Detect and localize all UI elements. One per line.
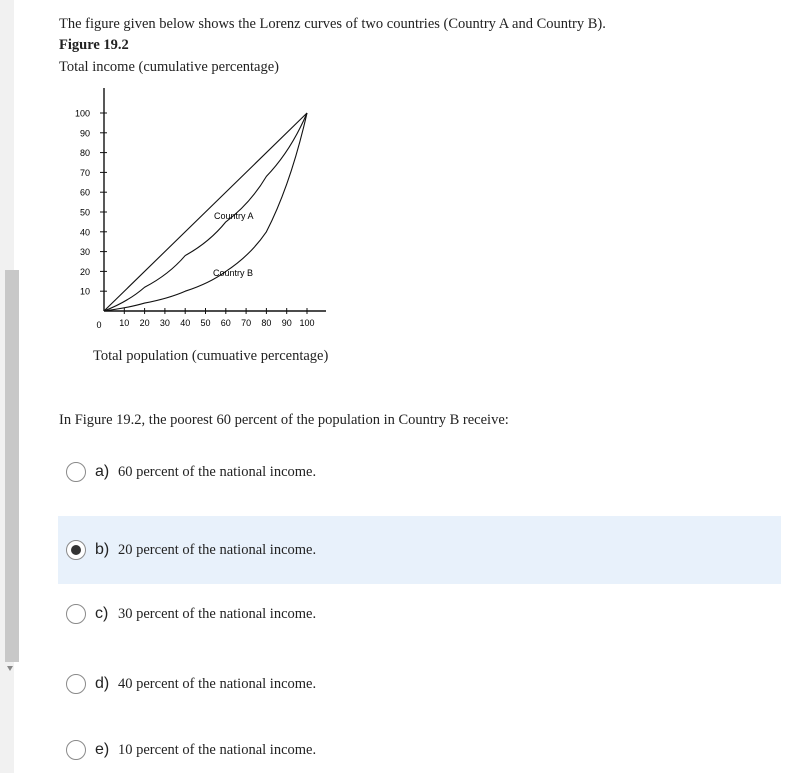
radio-button[interactable] bbox=[66, 604, 86, 624]
scrollbar-thumb[interactable] bbox=[5, 270, 19, 662]
y-tick-label: 30 bbox=[79, 247, 90, 258]
figure-title: Figure 19.2 bbox=[59, 37, 129, 53]
option-d[interactable] bbox=[58, 650, 781, 718]
question-text: In Figure 19.2, the poorest 60 percent of the population in Country B receive: bbox=[59, 412, 509, 428]
option-c[interactable] bbox=[58, 580, 781, 648]
y-tick-label: 70 bbox=[79, 167, 90, 178]
y-tick-label: 60 bbox=[79, 187, 90, 198]
y-tick-label: 90 bbox=[79, 128, 90, 139]
x-axis-title: Total population (cumuative percentage) bbox=[93, 348, 329, 364]
y-tick-label: 50 bbox=[79, 207, 90, 218]
option-letter: e) bbox=[95, 741, 110, 758]
x-tick-label: 30 bbox=[159, 318, 170, 328]
radio-button[interactable] bbox=[66, 540, 86, 560]
x-tick-label: 60 bbox=[220, 318, 231, 328]
y-ticks bbox=[75, 109, 107, 297]
option-letter: d) bbox=[95, 675, 110, 692]
x-tick-label: 20 bbox=[139, 318, 150, 328]
y-axis-title: Total income (cumulative percentage) bbox=[59, 59, 280, 75]
radio-button[interactable] bbox=[66, 674, 86, 694]
y-tick-label: 100 bbox=[74, 108, 90, 119]
intro-text: The figure given below shows the Lorenz curves of two countries (Country A and Country B). bbox=[59, 16, 606, 32]
option-letter: c) bbox=[95, 605, 109, 622]
option-text: 40 percent of the national income. bbox=[118, 675, 317, 692]
x-tick-label: 90 bbox=[281, 318, 292, 328]
option-a[interactable] bbox=[58, 438, 781, 506]
y-tick-label: 80 bbox=[79, 148, 90, 159]
option-letter: b) bbox=[95, 541, 110, 558]
option-text: 30 percent of the national income. bbox=[118, 605, 317, 622]
x-tick-label: 70 bbox=[241, 318, 252, 328]
country-b-label: Country B bbox=[213, 268, 254, 278]
x-tick-label: 0 bbox=[96, 320, 102, 330]
x-tick-label: 80 bbox=[261, 318, 272, 328]
option-text: 60 percent of the national income. bbox=[118, 463, 317, 480]
x-tick-label: 10 bbox=[119, 318, 130, 328]
option-letter: a) bbox=[95, 463, 110, 480]
country-a-label: Country A bbox=[214, 211, 254, 221]
radio-button[interactable] bbox=[66, 462, 86, 482]
x-tick-label: 50 bbox=[200, 318, 211, 328]
option-text: 20 percent of the national income. bbox=[118, 541, 317, 558]
series-line-equality-line bbox=[104, 113, 307, 311]
x-tick-label: 100 bbox=[299, 318, 315, 328]
lorenz-chart bbox=[60, 80, 360, 350]
scroll-down-arrow-icon[interactable] bbox=[7, 666, 13, 671]
y-tick-label: 20 bbox=[79, 266, 90, 277]
radio-button[interactable] bbox=[66, 740, 86, 760]
x-tick-label: 40 bbox=[180, 318, 191, 328]
option-e[interactable] bbox=[58, 716, 781, 784]
y-tick-label: 40 bbox=[79, 227, 90, 238]
option-text: 10 percent of the national income. bbox=[118, 741, 317, 758]
scrollbar[interactable] bbox=[0, 0, 14, 773]
option-b[interactable] bbox=[58, 516, 781, 584]
y-tick-label: 10 bbox=[79, 286, 90, 297]
chart-lines bbox=[104, 113, 307, 311]
